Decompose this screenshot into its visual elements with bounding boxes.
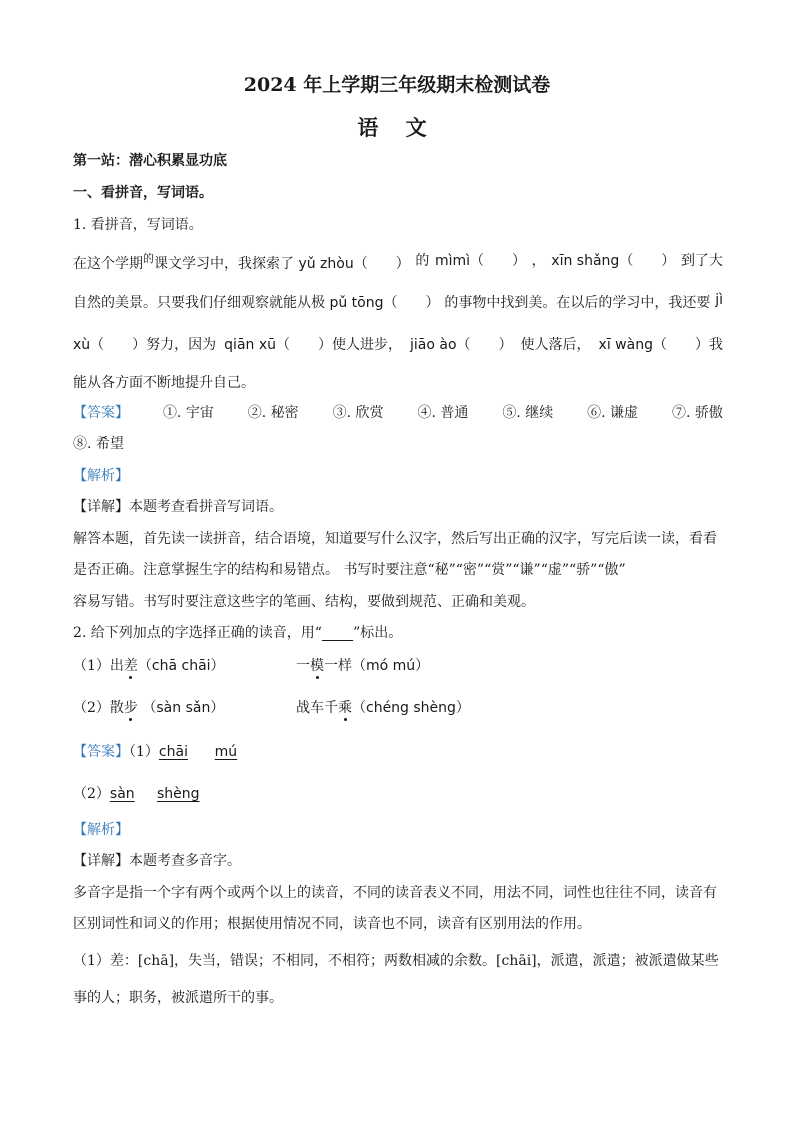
dotted-char: 乘: [338, 697, 352, 717]
question-2-item-3: （2）散步 （sàn sǎn）: [73, 697, 224, 717]
question-2-item-4: 战车千乘（chéng shèng）: [296, 697, 470, 717]
dotted-char: 模: [310, 655, 324, 675]
question-2-answer-2: （2）sàn shèng: [73, 786, 200, 802]
answer-pinyin: sàn: [109, 786, 135, 802]
explanation-text: 区别词性和词义的作用；根据使用情况不同，读音也不同，读音有区别用法的作用。: [73, 916, 591, 932]
answer-item: ⑧. 希望: [73, 436, 124, 452]
answer-item: ①. 宇宙: [162, 405, 214, 421]
subject-title: 语 文: [357, 115, 437, 140]
answer-label: 【答案】: [73, 405, 129, 421]
analysis-label: 【解析】: [73, 468, 129, 484]
explanation-text: 事的人；职务，被派遣所干的事。: [73, 990, 283, 1006]
explanation-text: 解答本题，首先读一读拼音，结合语境，知道要写什么汉字，然后写出正确的汉字，写完后读一读，看看: [73, 531, 717, 547]
explanation-text: 容易写错。书写时要注意这些字的笔画、结构，要做到规范、正确和美观。: [73, 594, 535, 610]
analysis-label: 【解析】: [73, 822, 129, 838]
explanation-text: 多音字是指一个字有两个或两个以上的读音，不同的读音表义不同，用法不同，词性也往往不同，读音有: [73, 885, 717, 901]
answer-label: 【答案】: [73, 744, 129, 760]
answer-item: ②. 秘密: [247, 405, 299, 421]
question-1-line-4: 能从各方面不断地提升自己。: [73, 375, 255, 391]
explanation-text: 是否正确。注意掌握生字的结构和易错点。 书写时要注意“秘”“密”“赏”“谦”“虚”“骄”“傲”: [73, 562, 626, 578]
answer-item: ⑥. 谦虚: [587, 405, 639, 421]
question-1-label: 1. 看拼音，写词语。: [73, 217, 203, 233]
explanation-text: （1）差：[chā]，失当，错误；不相同，不相符；两数相减的余数。[chāi]，派遣，派遣；被派遣做某些: [73, 953, 719, 969]
page-title: 2024 年上学期三年级期末检测试卷: [243, 74, 551, 96]
answer-pinyin: shèng: [156, 786, 200, 802]
detail-heading: 【详解】本题考查多音字。: [73, 853, 241, 869]
question-1-line-2: 自然的美景。只要我们仔细观察就能从极 pǔ tōng（ ） 的事物中找到美。在以后的学习中，我还要 jì: [73, 292, 723, 311]
answer-item: ⑤. 继续: [502, 405, 554, 421]
answer-pinyin: chāi: [158, 744, 188, 760]
section-heading: 第一站：潜心积累显功底: [73, 153, 227, 169]
question-2-item-2: 一模一样（mó mú）: [296, 655, 429, 675]
dotted-char: 步: [124, 697, 138, 717]
question-1-line-3: xù（ ）努力，因为 qiān xū（ ）使人进步， jiāo ào（ ） 使人落后， xī wàng（ ）我: [73, 337, 723, 353]
answer-item: ⑦. 骄傲: [672, 405, 723, 421]
answer-pinyin: mú: [214, 744, 238, 760]
question-2-label: 2. 给下列加点的字选择正确的读音，用“ ”标出。: [73, 625, 403, 641]
question-1-line-1: 在这个学期$^的$课文学习中，我探索了 yǔ zhòu（ ） 的 mìmì（ ） ， xīn shǎng（ ） 到了大: [73, 252, 723, 272]
detail-heading: 【详解】本题考查看拼音写词语。: [73, 499, 283, 515]
question-1-answer: [73, 402, 723, 422]
part-heading: 一、看拼音，写词语。: [73, 185, 213, 201]
question-2-answer-1: 【答案】（1）chāi mú: [73, 744, 238, 760]
question-2-item-1: （1）出差（chā chāi）: [73, 655, 225, 675]
dotted-char: 差: [124, 655, 138, 675]
answer-item: ④. 普通: [417, 405, 469, 421]
answer-item: ③. 欣赏: [332, 405, 384, 421]
